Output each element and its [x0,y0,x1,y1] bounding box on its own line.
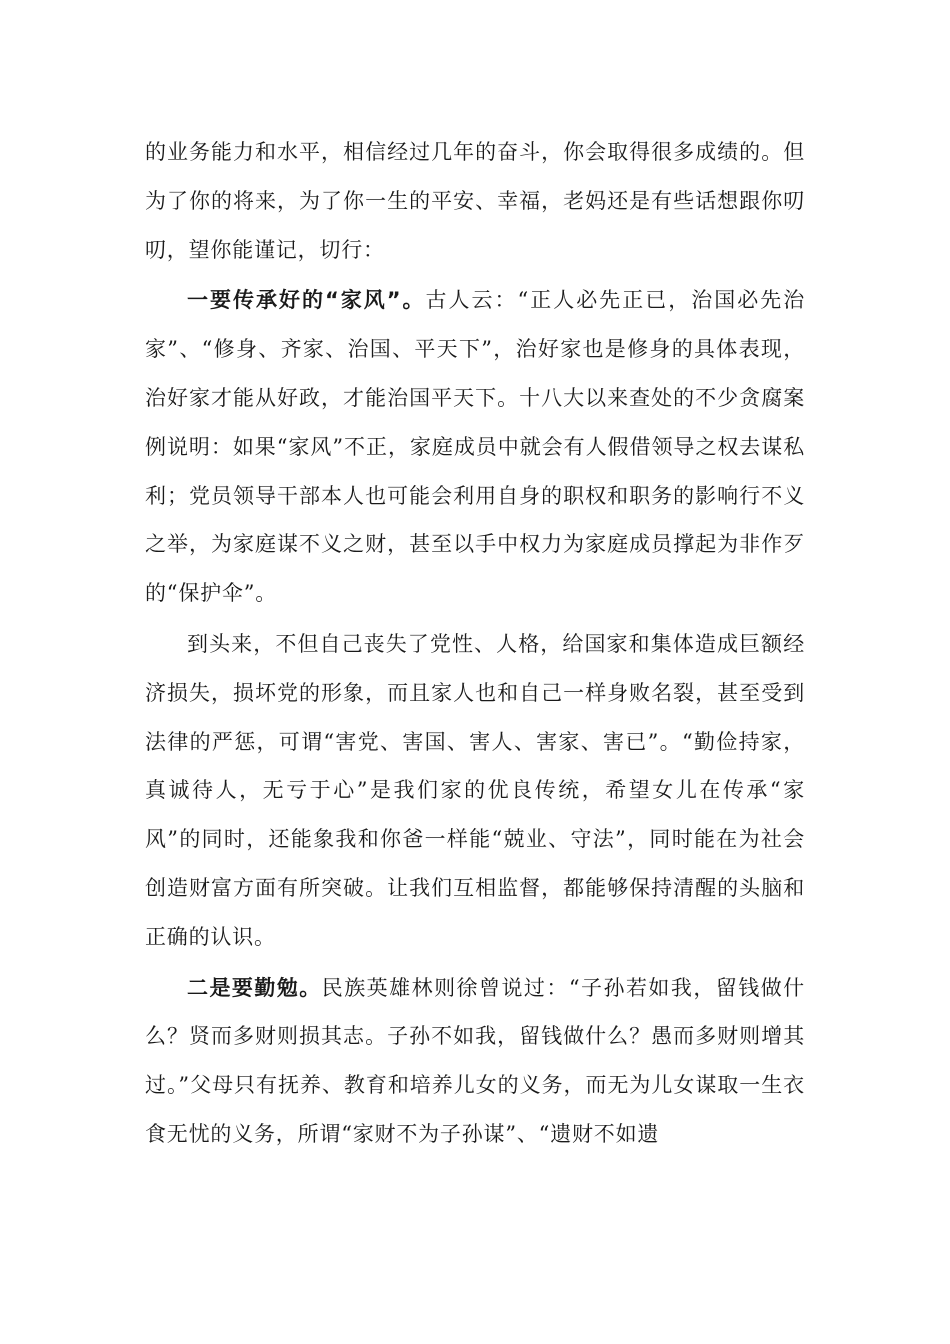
paragraph-text: 民族英雄林则徐曾说过：“子孙若如我，留钱做什么？贤而多财则损其志。子孙不如我，留钱做什么？愚而多财则增其过。”父母只有抚养、教育和培养儿女的义务，而无为儿女谋取一生衣食无忧的义务，所谓“家财不为子孙谋”、“遗财不如遗 [145,975,805,1146]
paragraph-text: 到头来，不但自己丧失了党性、人格，给国家和集体造成巨额经济损失，损坏党的形象，而且家人也和自己一样身败名裂，甚至受到法律的严惩，可谓“害党、害国、害人、害家、害已”。“勤俭持家，真诚待人，无亏于心”是我们家的优良传统，希望女儿在传承“家风”的同时，还能象我和你爸一样能“兢业、守法”，同时能在为社会创造财富方面有所突破。让我们互相监督，都能够保持清醒的头脑和正确的认识。 [145,631,805,949]
paragraph-text: 的业务能力和水平，相信经过几年的奋斗，你会取得很多成绩的。但为了你的将来，为了你一生的平安、幸福，老妈还是有些话想跟你叨叨，望你能谨记，切行： [145,140,805,262]
paragraph-consequences [145,620,805,962]
paragraph-heading: 二是要勤勉。 [187,975,322,1000]
paragraph-family-tradition [145,276,805,618]
paragraph-heading: 一要传承好的“家风”。 [187,288,426,313]
paragraph-diligence [145,964,805,1159]
document-page [145,128,805,1159]
paragraph-continuation [145,128,805,274]
paragraph-text: 古人云：“正人必先正已，治国必先治家”、“修身、齐家、治国、平天下”，治好家也是修身的具体表现，治好家才能从好政，才能治国平天下。十八大以来查处的不少贪腐案例说明：如果“家风”不正，家庭成员中就会有人假借领导之权去谋私利；党员领导干部本人也可能会利用自身的职权和职务的影响行不义之举，为家庭谋不义之财，甚至以手中权力为家庭成员撑起为非作歹的“保护伞”。 [145,288,805,606]
